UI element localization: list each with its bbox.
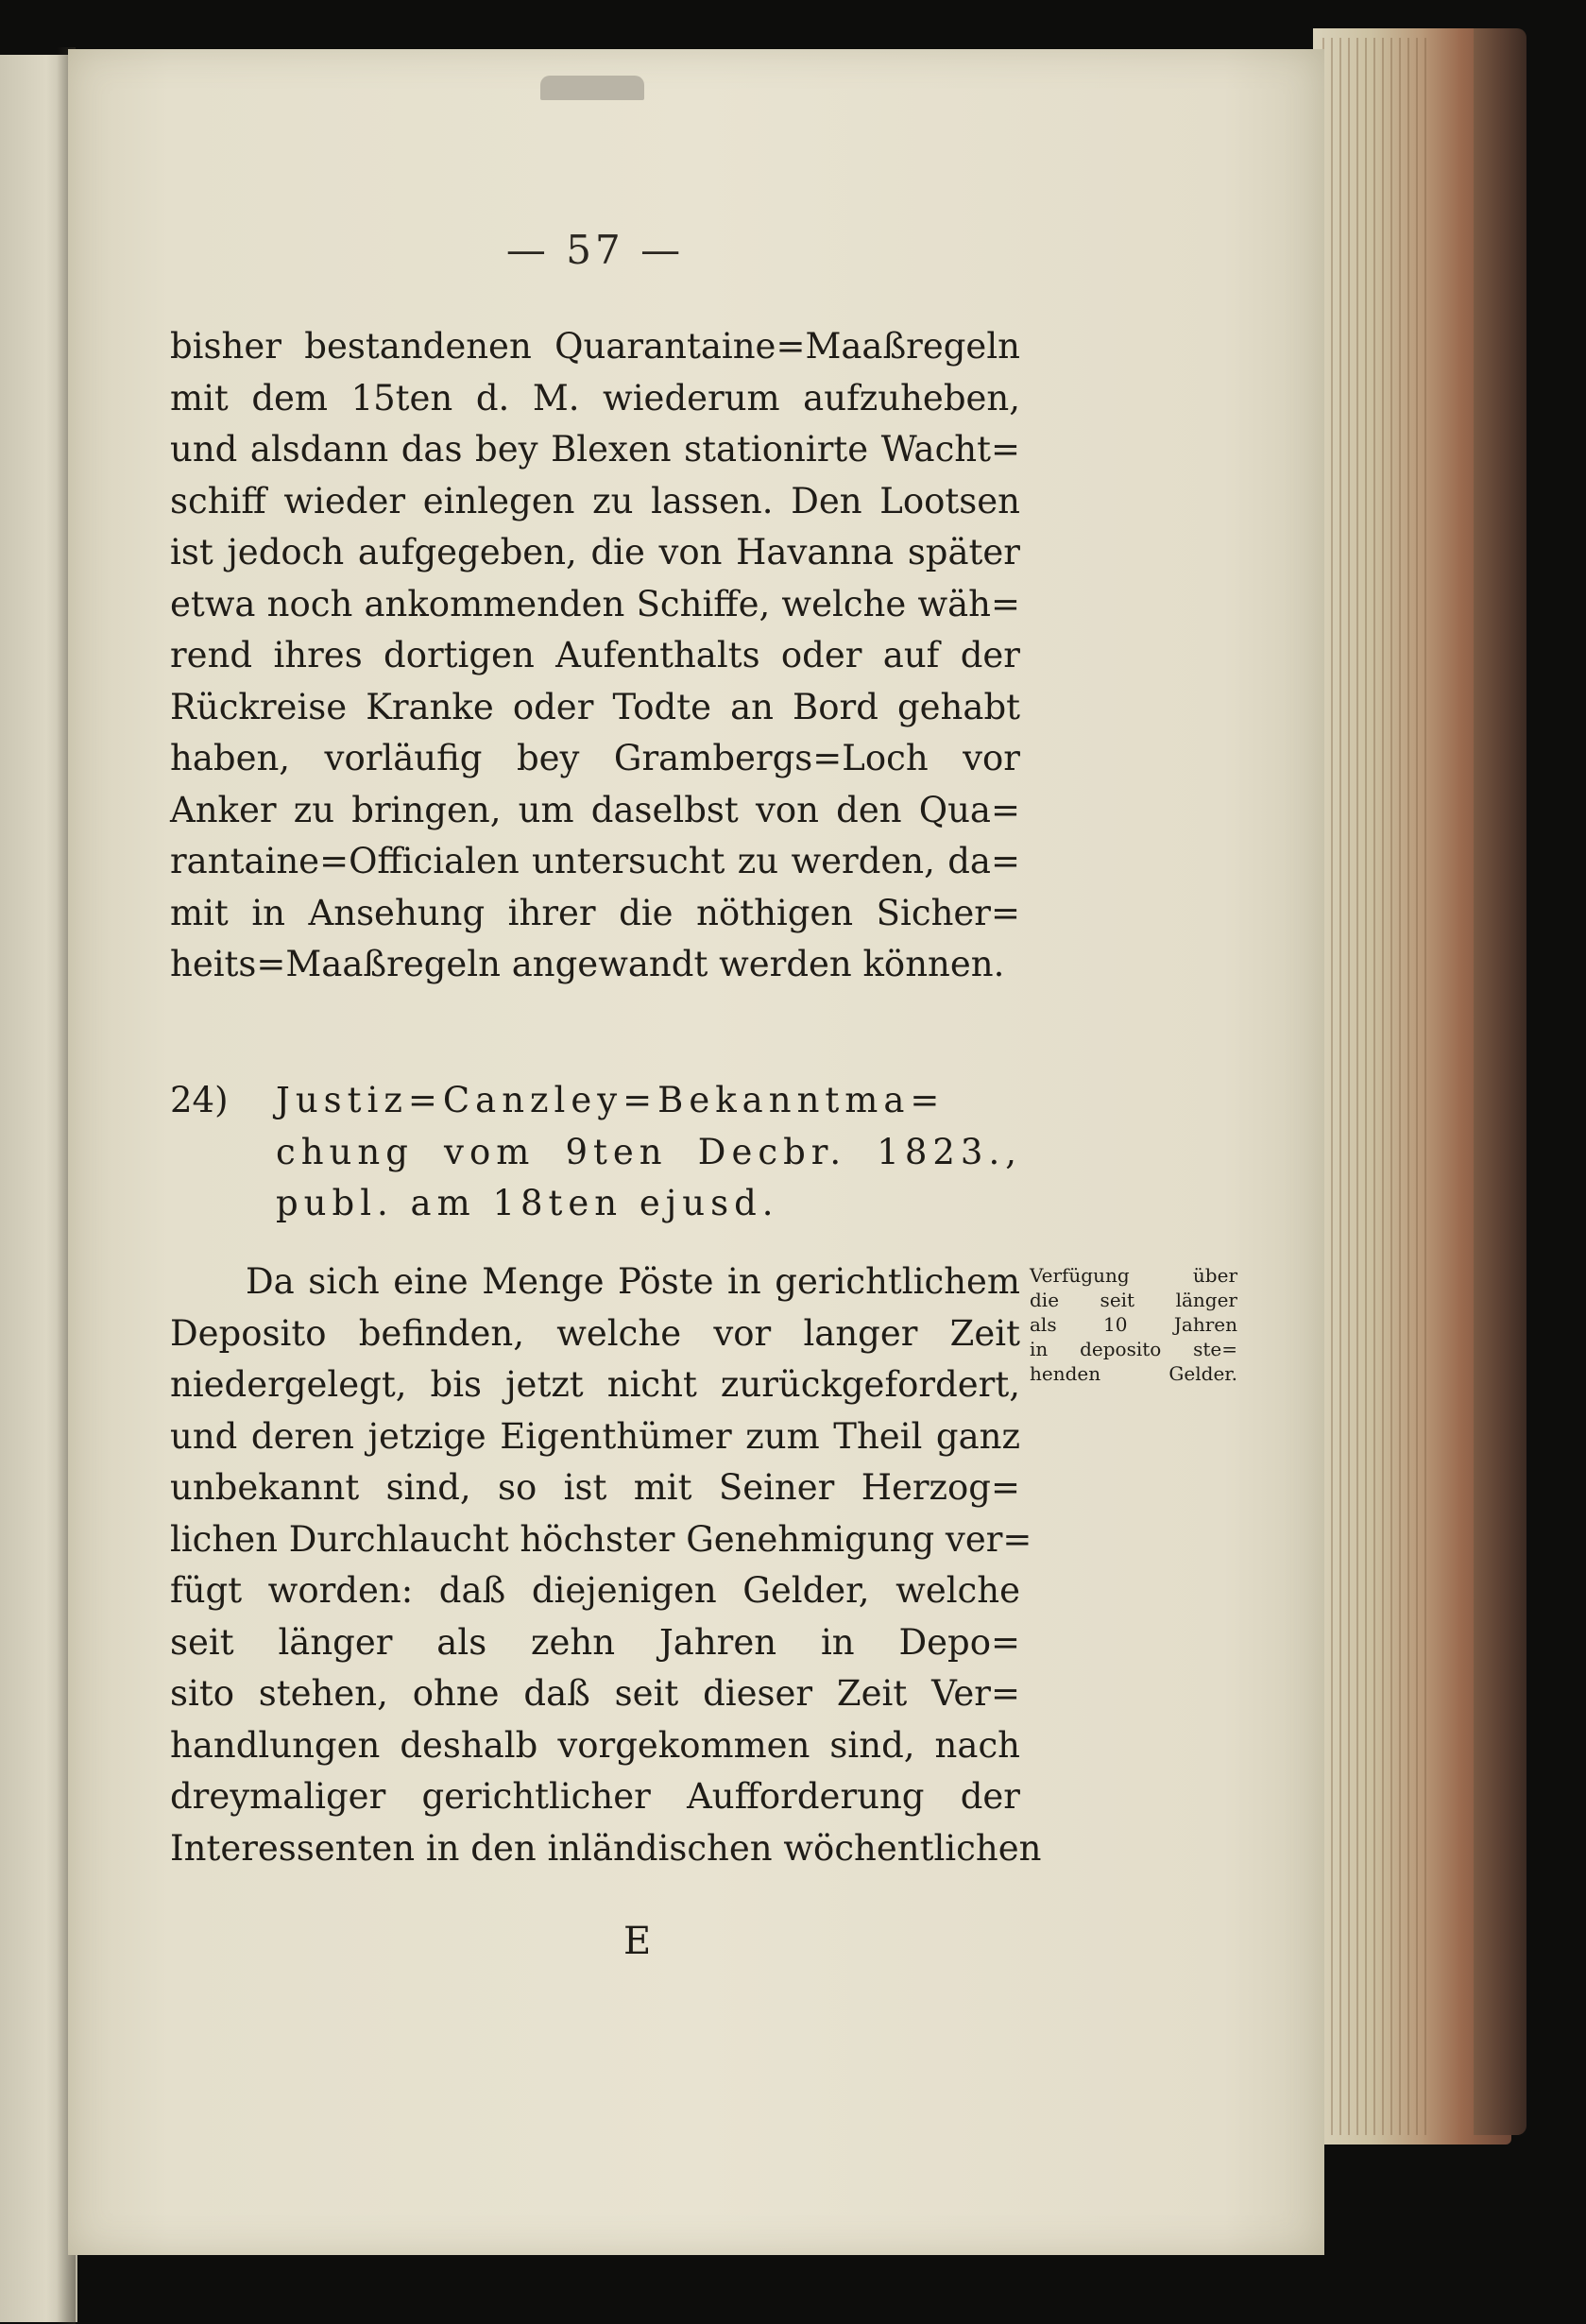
paragraph-line: Interessenten in den inländischen wöchentlichen (170, 1827, 1042, 1869)
body-line: schiff wieder einlegen zu lassen. Den Lootsen (170, 480, 1020, 521)
section-number: 24) (170, 1080, 229, 1120)
book-cover (1474, 28, 1526, 2135)
body-line: etwa noch ankommenden Schiffe, welche wäh= (170, 583, 1020, 624)
paragraph-line: lichen Durchlaucht höchster Genehmigung ver= (170, 1518, 1032, 1560)
body-line: bisher bestandenen Quarantaine=Maaßregeln (170, 326, 1020, 367)
body-line: heits=Maaßregeln angewandt werden können. (170, 944, 1005, 984)
body-line: Anker zu bringen, um daselbst von den Qua= (170, 789, 1020, 830)
heading-line: publ. am 18ten ejusd. (276, 1183, 779, 1223)
paragraph-line: Da sich eine Menge Pöste in gerichtlichem (246, 1261, 1020, 1302)
section-paragraph (170, 1256, 1042, 1874)
body-line: rend ihres dortigen Aufenthalts oder auf der (170, 635, 1020, 675)
body-line: mit dem 15ten d. M. wiederum aufzuheben, (170, 377, 1020, 419)
heading-line: Justiz=Canzley=Bekanntma= (276, 1080, 946, 1120)
margin-note-line: Verfügung über (1030, 1264, 1237, 1287)
body-line: und alsdann das bey Blexen stationirte Wacht= (170, 429, 1020, 470)
section-heading (276, 1075, 1022, 1230)
page-number: — 57 — (505, 227, 685, 273)
paragraph-line: niedergelegt, bis jetzt nicht zurückgefordert, (170, 1364, 1020, 1405)
body-text-block (170, 321, 1020, 991)
margin-note-line: die seit länger (1030, 1289, 1237, 1311)
paragraph-line: fügt worden: daß diejenigen Gelder, welche (170, 1570, 1020, 1611)
margin-note-line: henden Gelder. (1030, 1362, 1237, 1385)
catchword: E (623, 1920, 652, 1963)
margin-note-line: in deposito ste= (1030, 1338, 1237, 1360)
body-line: rantaine=Officialen untersucht zu werden, da= (170, 841, 1020, 881)
bookmark-tab (540, 76, 644, 100)
body-line: haben, vorläufig bey Grambergs=Loch vor (170, 738, 1020, 778)
body-line: Rückreise Kranke oder Todte an Bord gehabt (170, 686, 1020, 727)
paragraph-line: dreymaliger gerichtlicher Aufforderung der (170, 1776, 1020, 1817)
body-line: mit in Ansehung ihrer die nöthigen Sicher= (170, 892, 1020, 933)
paragraph-line: handlungen deshalb vorgekommen sind, nach (170, 1724, 1020, 1766)
margin-note-line: als 10 Jahren (1030, 1313, 1237, 1336)
paragraph-line: sito stehen, ohne daß seit dieser Zeit Ver= (170, 1673, 1020, 1714)
margin-note (1030, 1263, 1237, 1386)
paragraph-line: Deposito befinden, welche vor langer Zeit (170, 1312, 1020, 1354)
paragraph-line: unbekannt sind, so ist mit Seiner Herzog= (170, 1467, 1020, 1508)
body-line: ist jedoch aufgegeben, die von Havanna später (170, 532, 1020, 572)
paragraph-line: seit länger als zehn Jahren in Depo= (170, 1621, 1020, 1663)
heading-line: chung vom 9ten Decbr. 1823., (276, 1131, 1022, 1172)
page-leaves (1322, 38, 1426, 2135)
paragraph-line: und deren jetzige Eigenthümer zum Theil ganz (170, 1415, 1020, 1457)
